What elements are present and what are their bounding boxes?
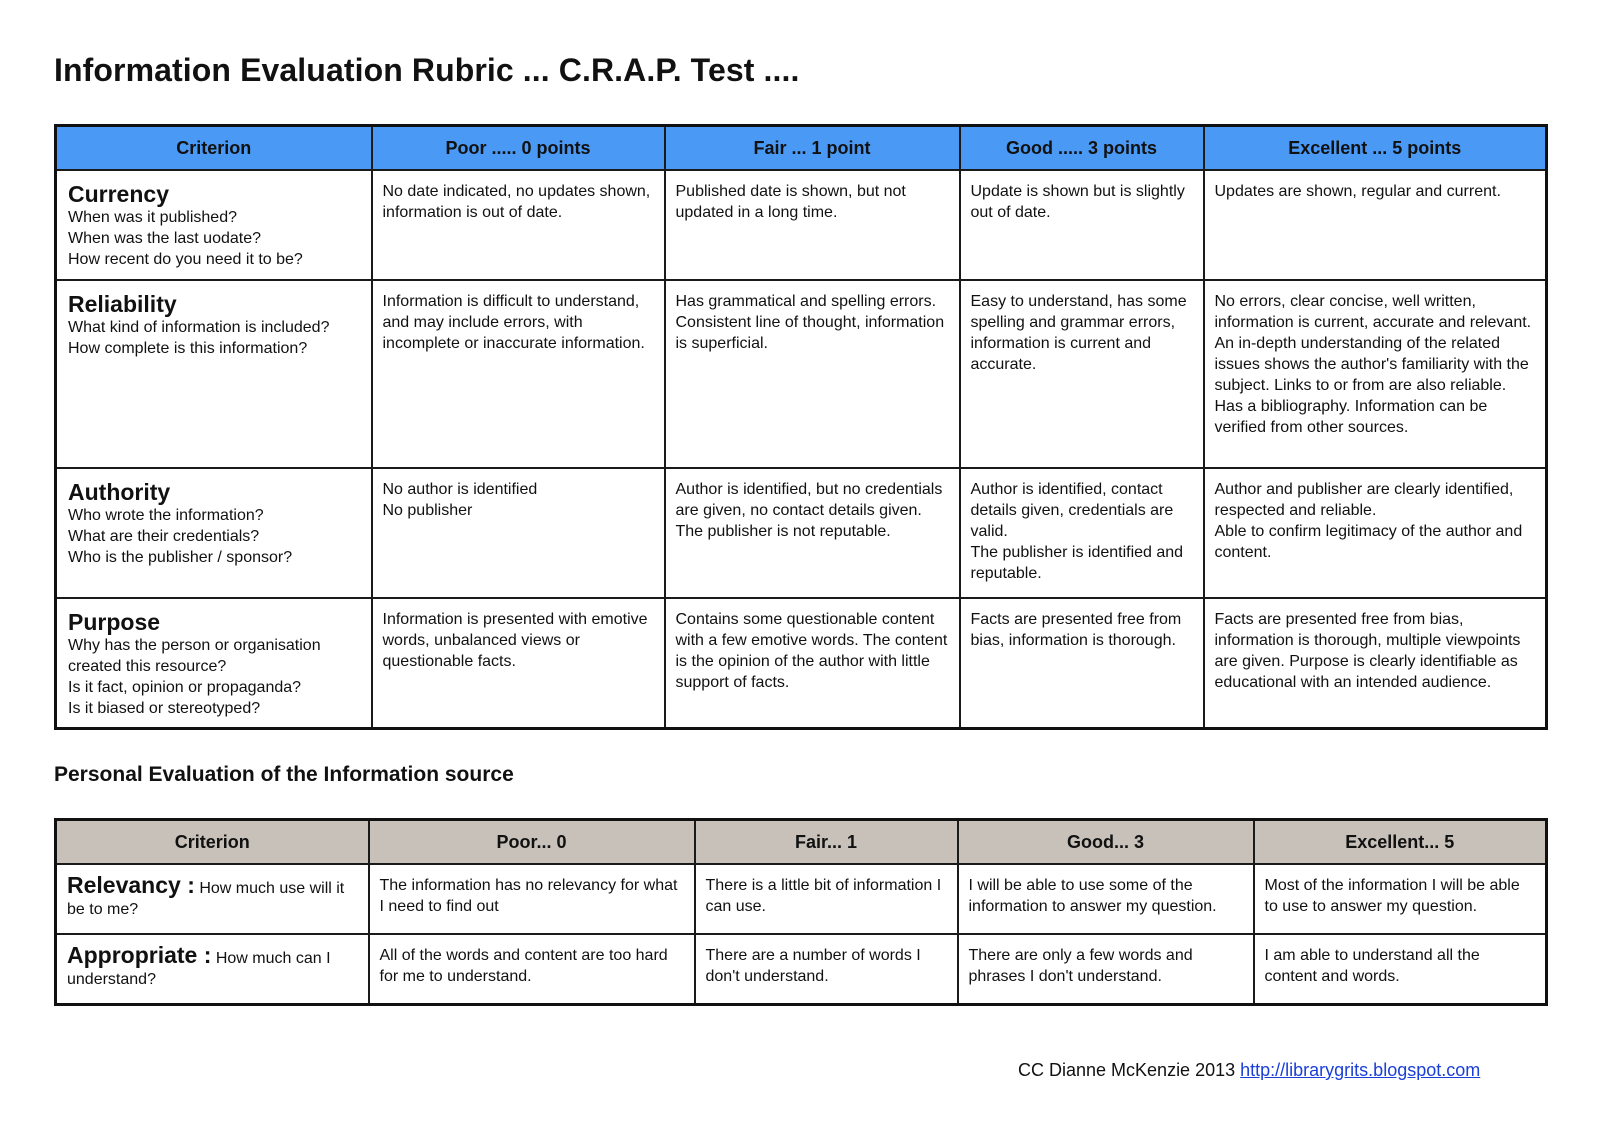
cell-text: Published date is shown, but not updated in a long time. (675, 183, 906, 221)
criterion-question: When was the last uodate? (68, 230, 262, 247)
crap-rubric-table (54, 124, 1548, 730)
excellent-cell (1204, 280, 1547, 468)
personal-row-appropriate (56, 934, 1547, 1005)
cell-text: Update is shown but is slightly out of date. (970, 183, 1185, 221)
rubric-header-criterion: Criterion (56, 126, 372, 171)
poor-cell (372, 468, 665, 598)
criterion-name: Currency (68, 181, 169, 207)
cell-text: No date indicated, no updates shown, information is out of date. (382, 183, 651, 221)
criterion-cell (56, 468, 372, 598)
criterion-cell (56, 598, 372, 728)
criterion-name: Relevancy : (67, 872, 195, 898)
poor-cell (372, 598, 665, 728)
poor-cell: All of the words and content are too hard for me to understand. (369, 934, 695, 1005)
criterion-question: Is it fact, opinion or propaganda? (68, 679, 302, 696)
good-cell (960, 468, 1204, 598)
criterion-cell (56, 934, 369, 1005)
criterion-question: When was it published? (68, 209, 237, 226)
cell-text: Updates are shown, regular and current. (1214, 183, 1501, 200)
rubric-row-reliability (56, 280, 1547, 468)
good-cell: There are only a few words and phrases I don't understand. (958, 934, 1254, 1005)
personal-evaluation-heading: Personal Evaluation of the Information source (54, 763, 514, 786)
criterion-question: Why has the person or organisation created this resource? (68, 637, 321, 675)
good-cell: I will be able to use some of the information to answer my question. (958, 864, 1254, 934)
credit-text: CC Dianne McKenzie 2013 (1018, 1060, 1236, 1080)
cell-text: No errors, clear concise, well written, information is current, accurate and relevant. An in-depth understanding of the related issues shows the author's familiarity with the subject. Links to or from are also reliable. Has a bibliography. Information can be verified from other sources. (1214, 293, 1532, 436)
criterion-question: Who wrote the information? (68, 507, 264, 524)
rubric-header-fair: Fair ... 1 point (665, 126, 960, 171)
rubric-header-row (56, 126, 1547, 171)
cell-text: Facts are presented free from bias, information is thorough. (970, 611, 1182, 649)
criterion-name: Authority (68, 479, 171, 505)
poor-cell (372, 280, 665, 468)
criterion-name: Purpose (68, 609, 161, 635)
good-cell (960, 598, 1204, 728)
criterion-cell (56, 280, 372, 468)
rubric-header-excellent: Excellent ... 5 points (1204, 126, 1547, 171)
cell-text: No publisher (382, 502, 473, 519)
criterion-question: Who is the publisher / sponsor? (68, 549, 293, 566)
criterion-question: How much can I understand? (67, 950, 331, 988)
poor-cell: The information has no relevancy for what I need to find out (369, 864, 695, 934)
cell-text: Facts are presented free from bias, information is thorough, multiple viewpoints are given. Purpose is clearly identifiable as educational with an intended audience. (1214, 611, 1521, 691)
cell-text: Consistent line of thought, information is superficial. (675, 314, 945, 352)
poor-cell (372, 170, 665, 280)
fair-cell: There are a number of words I don't understand. (695, 934, 958, 1005)
fair-cell (665, 468, 960, 598)
criterion-question: What are their credentials? (68, 528, 260, 545)
personal-header-fair: Fair... 1 (695, 820, 958, 865)
rubric-header-good: Good ..... 3 points (960, 126, 1204, 171)
cell-text: Contains some questionable content with a few emotive words. The content is the opinion of the author with little support of facts. (675, 611, 948, 691)
cell-text: Information is presented with emotive words, unbalanced views or questionable facts. (382, 611, 648, 670)
criterion-question: Is it biased or stereotyped? (68, 700, 261, 717)
personal-header-poor: Poor... 0 (369, 820, 695, 865)
excellent-cell (1204, 468, 1547, 598)
rubric-row-currency (56, 170, 1547, 280)
rubric-row-authority (56, 468, 1547, 598)
page-title: Information Evaluation Rubric ... C.R.A.P. Test .... (54, 52, 800, 88)
criterion-question: How much use will it be to me? (67, 880, 345, 918)
cell-text: Has grammatical and spelling errors. (675, 293, 937, 310)
personal-row-relevancy (56, 864, 1547, 934)
criterion-name: Appropriate : (67, 942, 212, 968)
cell-text: Easy to understand, has some spelling and grammar errors, information is current and accurate. (970, 293, 1187, 373)
criterion-question: How recent do you need it to be? (68, 251, 303, 268)
criterion-cell (56, 864, 369, 934)
excellent-cell (1204, 598, 1547, 728)
cell-text: No author is identified (382, 481, 538, 498)
criterion-name: Reliability (68, 291, 177, 317)
cell-text: Able to confirm legitimacy of the author and content. (1214, 523, 1523, 561)
good-cell (960, 280, 1204, 468)
footer-credit (1018, 1060, 1480, 1081)
cell-text: Information is difficult to understand, and may include errors, with incomplete or inaccurate information. (382, 293, 645, 352)
fair-cell: There is a little bit of information I can use. (695, 864, 958, 934)
excellent-cell (1204, 170, 1547, 280)
rubric-header-poor: Poor ..... 0 points (372, 126, 665, 171)
criterion-question: How complete is this information? (68, 340, 308, 357)
cell-text: Author is identified, contact details given, credentials are valid. (970, 481, 1174, 540)
personal-header-criterion: Criterion (56, 820, 369, 865)
cell-text: Author is identified, but no credentials are given, no contact details given. The publisher is not reputable. (675, 481, 943, 540)
cell-text: The publisher is identified and reputable. (970, 544, 1184, 582)
personal-header-excellent: Excellent... 5 (1254, 820, 1547, 865)
personal-header-row (56, 820, 1547, 865)
excellent-cell: I am able to understand all the content and words. (1254, 934, 1547, 1005)
rubric-row-purpose (56, 598, 1547, 728)
personal-evaluation-table (54, 818, 1548, 1006)
fair-cell (665, 280, 960, 468)
cell-text: Author and publisher are clearly identified, respected and reliable. (1214, 481, 1514, 519)
fair-cell (665, 598, 960, 728)
criterion-question: What kind of information is included? (68, 319, 330, 336)
good-cell (960, 170, 1204, 280)
fair-cell (665, 170, 960, 280)
excellent-cell: Most of the information I will be able to use to answer my question. (1254, 864, 1547, 934)
personal-header-good: Good... 3 (958, 820, 1254, 865)
criterion-cell (56, 170, 372, 280)
blog-link[interactable]: http://librarygrits.blogspot.com (1240, 1060, 1481, 1080)
